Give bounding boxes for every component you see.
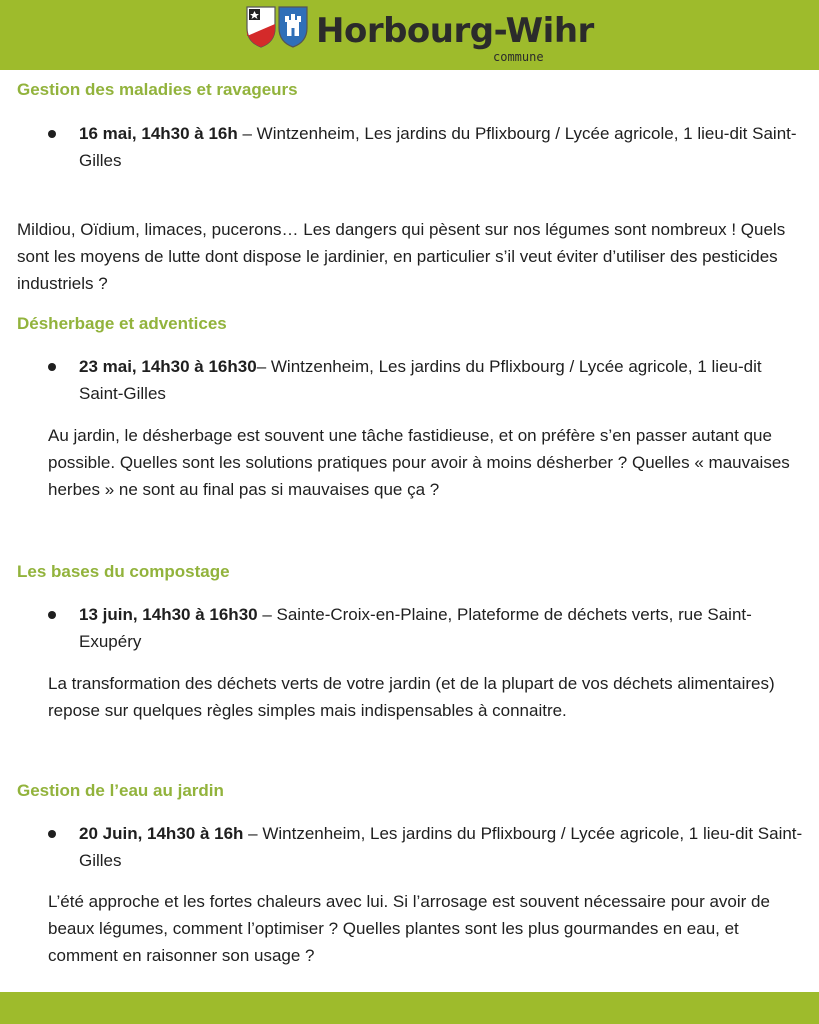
- event-location: – Wintzenheim, Les jardins du Pflixbourg / Lycée agricole, 1 lieu-dit Saint-Gilles: [79, 824, 803, 870]
- bullet-point: [48, 611, 56, 619]
- event-location: – Sainte-Croix-en-Plaine, Plateforme de déchets verts, rue Saint-Exupéry: [79, 605, 752, 651]
- section-heading-eau: Gestion de l’eau au jardin: [17, 781, 224, 800]
- section-description-compostage: La transformation des déchets verts de votre jardin (et de la plupart de vos déchets alimentaires) repose sur quelques règles simples mais indispensables à connaitre.: [48, 674, 775, 720]
- bullet-point: [48, 830, 56, 838]
- header-bar: [0, 0, 819, 70]
- section-description-desherbage: Au jardin, le désherbage est souvent une tâche fastidieuse, et on préfère s’en passer autant que possible. Quelles sont les solutions pratiques pour avoir à moins désherber ? Quelles « mauvaises herbes » ne sont au final pas si mauvaises que ça ?: [48, 426, 790, 499]
- brand-subtitle: commune: [493, 50, 544, 64]
- site-logo[interactable]: [246, 3, 594, 65]
- section-description-eau: L’été approche et les fortes chaleurs avec lui. Si l’arrosage est souvent nécessaire pour avoir de beaux légumes, comment l’optimiser ? Quelles plantes sont les plus gourmandes en eau, et comment en raisonner son usage ?: [48, 892, 770, 965]
- brand-name: Horbourg-Wihr: [316, 11, 594, 51]
- event-date: 20 Juin, 14h30 à 16h: [79, 824, 244, 843]
- event-date: 13 juin, 14h30 à 16h30: [79, 605, 258, 624]
- event-item-desherbage: [79, 353, 804, 407]
- event-item-maladies: [79, 120, 804, 174]
- section-heading-maladies: Gestion des maladies et ravageurs: [17, 80, 298, 99]
- event-item-compostage: [79, 601, 804, 655]
- section-description-maladies: Mildiou, Oïdium, limaces, pucerons… Les dangers qui pèsent sur nos légumes sont nombreux ! Quels sont les moyens de lutte dont dispose le jardinier, en particulier s’il veut éviter d’utiliser des pesticides industriels ?: [17, 220, 786, 293]
- coat-of-arms-red-white-icon: [246, 6, 276, 48]
- event-date: 23 mai, 14h30 à 16h30: [79, 357, 257, 376]
- footer-bar: [0, 992, 819, 1024]
- event-item-eau: [79, 820, 804, 874]
- section-heading-compostage: Les bases du compostage: [17, 562, 230, 581]
- section-heading-desherbage: Désherbage et adventices: [17, 314, 227, 333]
- event-location: – Wintzenheim, Les jardins du Pflixbourg / Lycée agricole, 1 lieu-dit Saint-Gilles: [79, 357, 762, 403]
- bullet-point: [48, 130, 56, 138]
- bullet-point: [48, 363, 56, 371]
- coat-of-arms-blue-castle-icon: [278, 6, 308, 48]
- event-location: – Wintzenheim, Les jardins du Pflixbourg / Lycée agricole, 1 lieu-dit Saint-Gilles: [79, 124, 797, 170]
- event-date: 16 mai, 14h30 à 16h: [79, 124, 238, 143]
